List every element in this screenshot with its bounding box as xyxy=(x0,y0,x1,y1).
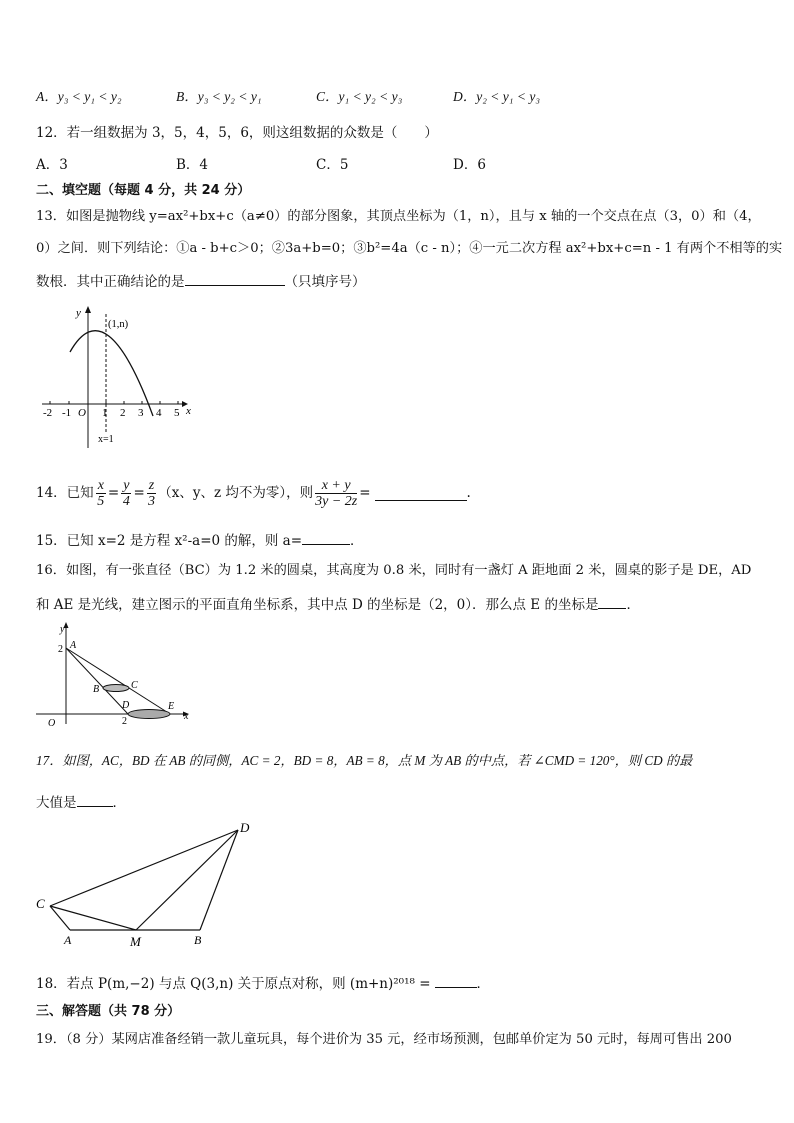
q13-parabola-graph xyxy=(40,300,200,450)
q17-line2-prefix: 大值是 xyxy=(36,795,77,811)
q18-prefix: 18．若点 P(m,−2) 与点 Q(3,n) 关于原点对称，则 (m+n)²⁰¹⁸ = xyxy=(36,976,431,992)
label-m: M xyxy=(130,934,141,949)
tick-label: -1 xyxy=(62,407,72,419)
label-c: C xyxy=(131,680,138,691)
q14-line: 14．已知 $\frac{x}{5}$ = $\frac{y}{4}$ = $\frac{z}{3}$ （x、y、z 均不为零），则 $\frac{x + y}{3y - 2z}$ = . xyxy=(36,477,471,509)
table-shadow xyxy=(128,710,170,719)
q13-line3-prefix: 数根．其中正确结论的是 xyxy=(36,274,185,290)
q19-line1: 19．（8 分）某网店准备经销一款儿童玩具，每个进价为 35 元，经市场预测，包邮单价定为 50 元时，每周可售出 200 xyxy=(36,1032,732,1047)
label-b: B xyxy=(93,684,100,695)
label-d: D xyxy=(122,700,130,711)
q12-option-a: A．3 xyxy=(36,157,68,173)
q11-option-b: B．y₃ < y₂ < y₁ xyxy=(176,89,262,104)
origin-label: O xyxy=(78,407,86,419)
tick-label: 3 xyxy=(138,407,144,419)
q17-line1: 17．如图，AC，BD 在 AB 的同侧，AC = 2，BD = 8，AB = 8，点 M 为 AB 的中点，若 ∠CMD = 120°，则 CD 的最 xyxy=(36,753,693,768)
section-heading-solutions: 三、解答题（共 78 分） xyxy=(36,1004,181,1019)
q14-fraction-z3: $\frac{z}{3}$ xyxy=(147,477,155,509)
x-axis-label: x xyxy=(186,405,191,417)
q17-line2: 大值是 ． xyxy=(36,792,126,812)
q11-option-c: C．y₁ < y₂ < y₃ xyxy=(316,89,403,104)
q18-answer-blank[interactable] xyxy=(435,973,477,988)
label-b: B xyxy=(194,933,202,947)
label-e: E xyxy=(168,701,175,712)
tick-label: 4 xyxy=(156,407,162,419)
q13-answer-blank[interactable] xyxy=(185,271,285,286)
vertex-label: (1,n) xyxy=(108,319,129,330)
symmetry-axis-label: x=1 xyxy=(98,434,114,445)
q13-line2: 0）之间．则下列结论：①a - b+c＞0；②3a+b=0；③b²=4a（c - n）；④一元二次方程 ax²+bx+c=n - 1 有两个不相等的实 xyxy=(36,241,783,256)
section-heading-fill-blank: 二、填空题（每题 4 分，共 24 分） xyxy=(36,183,251,198)
q16-line2: 和 AE 是光线，建立图示的平面直角坐标系，其中点 D 的坐标是（2，0）．那么点 E 的坐标是 ． xyxy=(36,594,640,614)
q14-fraction-y4: $\frac{y}{4}$ xyxy=(122,477,130,509)
label-x: x xyxy=(184,711,189,722)
q16-line1: 16．如图，有一张直径（BC）为 1.2 米的圆桌，其高度为 0.8 米，同时有一盏灯 A 距地面 2 米，圆桌的影子是 DE，AD xyxy=(36,563,752,578)
ray-ae xyxy=(66,648,170,714)
q13-line3 xyxy=(36,271,366,291)
label-a: A xyxy=(70,640,77,651)
q12-option-c: C．5 xyxy=(316,157,349,173)
label-y-2: 2 xyxy=(58,644,63,655)
q12-option-b: B．4 xyxy=(176,157,209,173)
q15-prefix: 15．已知 x=2 是方程 x²-a=0 的解，则 a= xyxy=(36,533,303,549)
q12-stem: 12．若一组数据为 3，5，4，5，6，则这组数据的众数是（ ） xyxy=(36,125,438,141)
tick-label: 2 xyxy=(120,407,126,419)
q16-line2-prefix: 和 AE 是光线，建立图示的平面直角坐标系，其中点 D 的坐标是（2，0）．那么点 E 的坐标是 xyxy=(36,597,599,613)
q14-fraction-x5: $\frac{x}{5}$ xyxy=(97,477,105,509)
q14-fraction-target: $\frac{x + y}{3y - 2z}$ xyxy=(315,477,358,509)
q17-answer-blank[interactable] xyxy=(77,792,113,807)
q12-option-d: D．6 xyxy=(453,157,486,173)
q14-answer-blank[interactable] xyxy=(375,486,467,501)
table-top xyxy=(103,685,129,692)
q15-line: 15．已知 x=2 是方程 x²-a=0 的解，则 a= ． xyxy=(36,530,364,550)
label-o: O xyxy=(48,718,56,729)
q13-line3-suffix: （只填序号） xyxy=(284,274,366,290)
q17-geometry-figure xyxy=(30,818,260,948)
tick-label: 5 xyxy=(174,407,180,419)
q18-line: 18．若点 P(m,−2) 与点 Q(3,n) 关于原点对称，则 (m+n)²⁰¹⁸ = ． xyxy=(36,973,490,993)
q14-condition: （x、y、z 均不为零），则 xyxy=(158,485,314,501)
label-y: y xyxy=(60,624,65,635)
label-d: D xyxy=(240,820,250,835)
label-a: A xyxy=(64,933,72,947)
y-axis-arrow-icon xyxy=(85,306,91,313)
q11-option-a: A．y₃ < y₁ < y₂ xyxy=(36,89,122,104)
q13-line1: 13．如图是抛物线 y=ax²+bx+c（a≠0）的部分图象，其顶点坐标为（1，n），且与 x 轴的一个交点在点（3，0）和（4， xyxy=(36,209,761,224)
tick-label: -2 xyxy=(43,407,53,419)
q16-table-lamp-figure xyxy=(36,618,196,728)
tick-label: 1 xyxy=(102,407,108,419)
q16-answer-blank[interactable] xyxy=(598,594,626,609)
y-axis-label: y xyxy=(76,307,81,319)
label-c: C xyxy=(36,896,45,911)
q11-option-d: D．y₂ < y₁ < y₃ xyxy=(453,89,541,104)
q15-answer-blank[interactable] xyxy=(302,530,350,545)
parabola-curve xyxy=(70,331,153,416)
q14-prefix: 14．已知 xyxy=(36,485,94,501)
label-x-2: 2 xyxy=(122,716,127,727)
